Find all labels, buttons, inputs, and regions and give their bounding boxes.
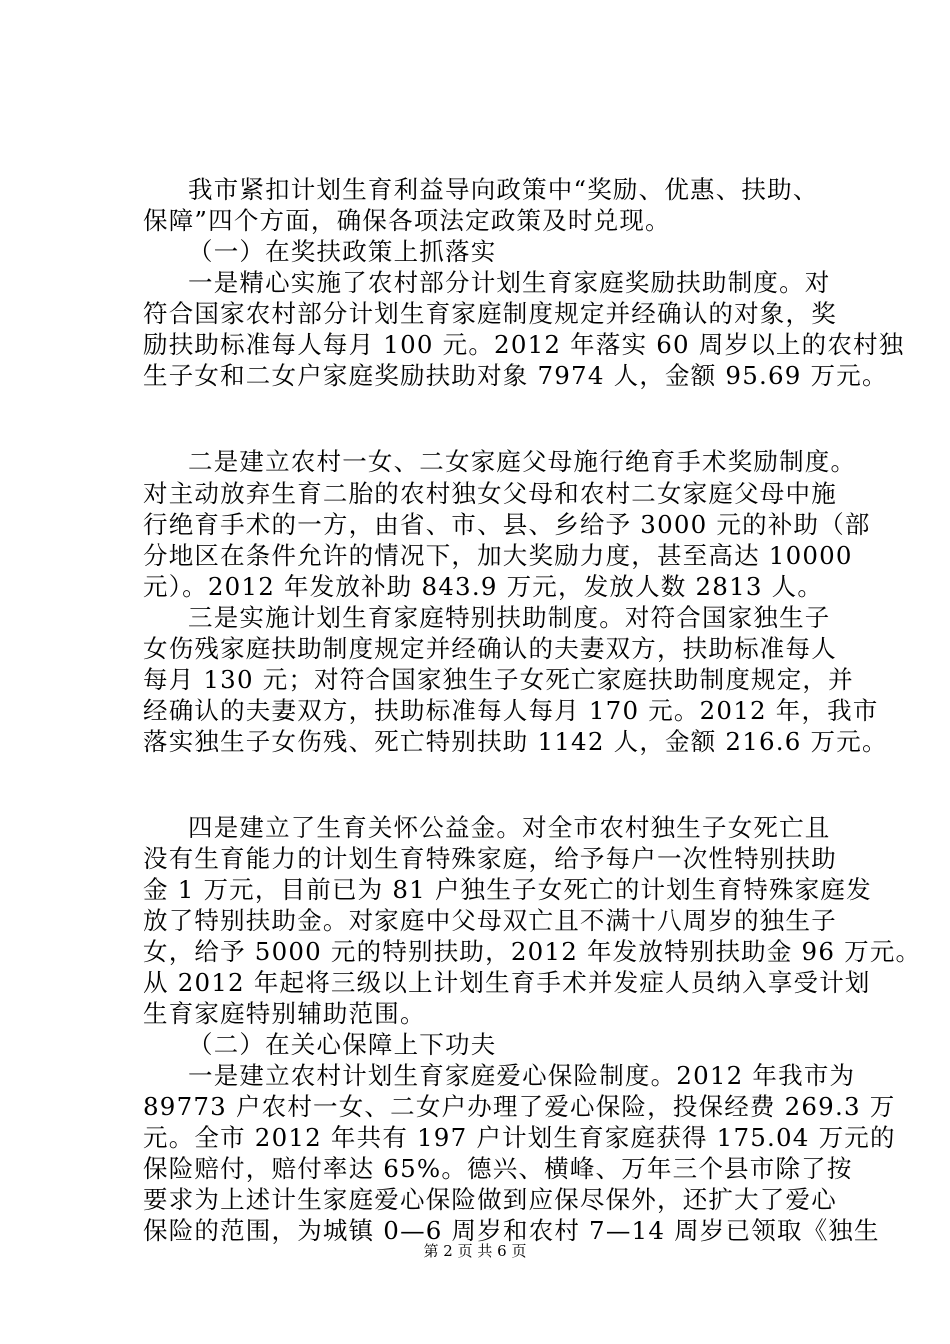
paragraph-line: 四是建立了生育关怀公益金。对全市农村独生子女死亡且: [188, 813, 831, 842]
paragraph-line: 没有生育能力的计划生育特殊家庭，给予每户一次性特别扶助: [143, 844, 837, 873]
paragraph-line: 三是实施计划生育家庭特别扶助制度。对符合国家独生子: [188, 603, 831, 632]
page-number-footer: 第 2 页 共 6 页: [423, 1242, 527, 1260]
paragraph-line: 金 1 万元，目前已为 81 户独生子女死亡的计划生育特殊家庭发: [143, 875, 872, 904]
paragraph-line: 二是建立农村一女、二女家庭父母施行绝育手术奖励制度。: [188, 447, 857, 476]
section-heading: （二）在关心保障上下功夫: [188, 1030, 497, 1059]
paragraph-line: 每月 130 元；对符合国家独生子女死亡家庭扶助制度规定，并: [143, 665, 854, 694]
paragraph-line: 生育家庭特别辅助范围。: [143, 999, 426, 1028]
paragraph-line: 经确认的夫妻双方，扶助标准每人每月 170 元。2012 年，我市: [143, 696, 879, 725]
paragraph-line: 一是建立农村计划生育家庭爱心保险制度。2012 年我市为: [188, 1061, 856, 1090]
paragraph-line: 要求为上述计生家庭爱心保险做到应保尽保外，还扩大了爱心: [143, 1185, 837, 1214]
paragraph-line: 我市紧扣计划生育利益导向政策中“奖励、优惠、扶助、: [188, 175, 819, 204]
section-heading: （一）在奖扶政策上抓落实: [188, 237, 497, 266]
paragraph-line: 一是精心实施了农村部分计划生育家庭奖励扶助制度。对: [188, 268, 831, 297]
paragraph-line: 女伤残家庭扶助制度规定并经确认的夫妻双方，扶助标准每人: [143, 634, 837, 663]
paragraph-line: 元。全市 2012 年共有 197 户计划生育家庭获得 175.04 万元的: [143, 1123, 896, 1152]
paragraph-line: 元）。2012 年发放补助 843.9 万元，发放人数 2813 人。: [143, 572, 824, 601]
paragraph-line: 从 2012 年起将三级以上计划生育手术并发症人员纳入享受计划: [143, 968, 871, 997]
paragraph-line: 符合国家农村部分计划生育家庭制度规定并经确认的对象，奖: [143, 299, 837, 328]
paragraph-line: 放了特别扶助金。对家庭中父母双亡且不满十八周岁的独生子: [143, 906, 837, 935]
paragraph-line: 保险的范围，为城镇 0—6 周岁和农村 7—14 周岁已领取《独生: [143, 1216, 880, 1245]
paragraph-line: 保障”四个方面，确保各项法定政策及时兑现。: [143, 206, 671, 235]
paragraph-line: 生子女和二女户家庭奖励扶助对象 7974 人，金额 95.69 万元。: [143, 361, 888, 390]
paragraph-line: 分地区在条件允许的情况下，加大奖励力度，甚至高达 10000: [143, 541, 853, 570]
paragraph-line: 行绝育手术的一方，由省、市、县、乡给予 3000 元的补助（部: [143, 510, 871, 539]
paragraph-line: 励扶助标准每人每月 100 元。2012 年落实 60 周岁以上的农村独: [143, 330, 905, 359]
paragraph-line: 对主动放弃生育二胎的农村独女父母和农村二女家庭父母中施: [143, 479, 837, 508]
paragraph-line: 落实独生子女伤残、死亡特别扶助 1142 人，金额 216.6 万元。: [143, 727, 888, 756]
paragraph-line: 89773 户农村一女、二女户办理了爱心保险，投保经费 269.3 万: [143, 1092, 896, 1121]
paragraph-line: 女，给予 5000 元的特别扶助，2012 年发放特别扶助金 96 万元。: [143, 937, 922, 966]
paragraph-line: 保险赔付，赔付率达 65%。德兴、横峰、万年三个县市除了按: [143, 1154, 853, 1183]
